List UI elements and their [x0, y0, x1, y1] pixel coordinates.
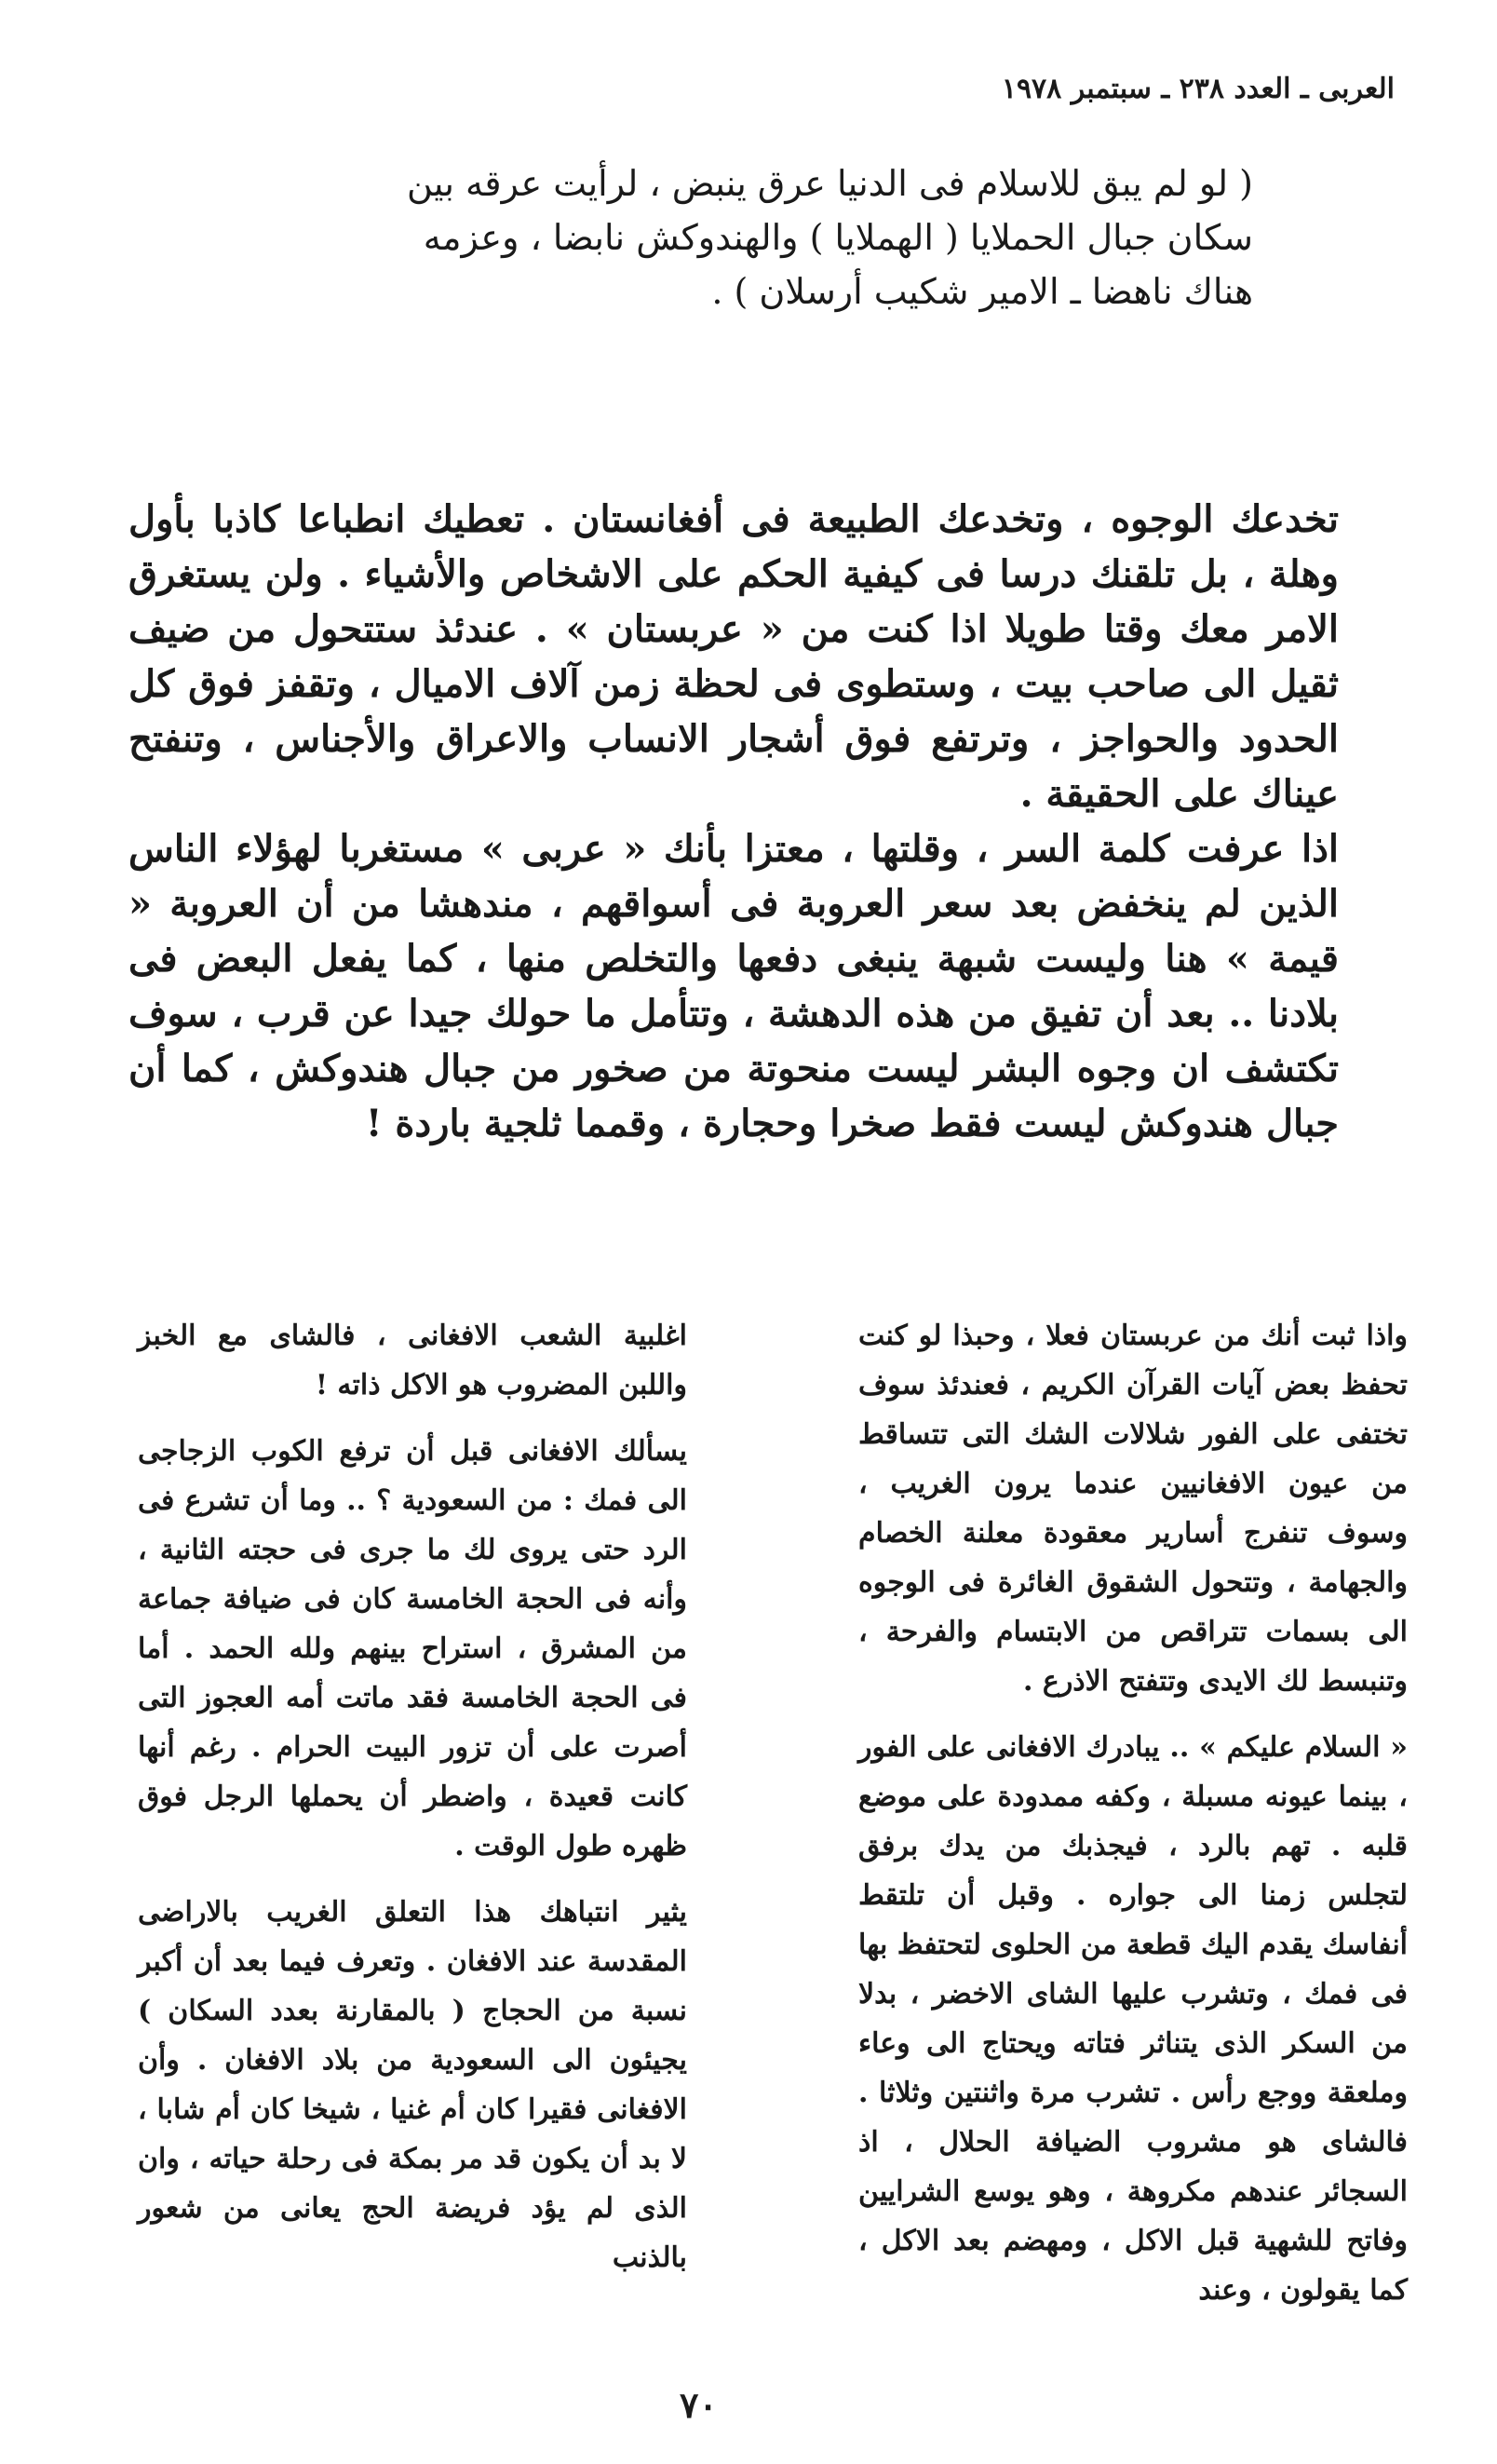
intro-paragraph: تخدعك الوجوه ، وتخدعك الطبيعة فى أفغانستان . تعطيك انطباعا كاذبا بأول وهلة ، بل تلقنك درسا فى كيفية الحكم على الاشخاص والأشياء . ولن يستغرق الامر معك وقتا طويلا اذا كنت من « عربستان » . عندئذ ستتحول من ضيف ثقيل الى صاحب بيت ، وستطوى فى لحظة زمن آلاف الاميال ، وتقفز فوق كل الحدود والحواجز ، وترتفع فوق أشجار الانساب والاعراق والأجناس ، وتنفتح عيناك على الحقيقة . [128, 497, 1339, 816]
quote-line: هناك ناهضا ـ الامير شكيب أرسلان ) . [711, 271, 1253, 312]
body-paragraph: يسألك الافغانى قبل أن ترفع الكوب الزجاجى الى فمك : من السعودية ؟ .. وما أن تشرع فى الرد حتى يروى لك ما جرى فى حجته الثانية ، وأنه فى الحجة الخامسة كان فى ضيافة جماعة من المشرق ، استراح بينهم ولله الحمد . أما فى الحجة الخامسة فقد ماتت أمه العجوز التى أصرت على أن تزور البيت الحرام . رغم أنها كانت قعيدة ، واضطر أن يحملها الرجل فوق ظهره طول الوقت . [138, 1435, 687, 1862]
running-header: العربى ـ العدد ٢٣٨ ـ سبتمبر ١٩٧٨ [1001, 73, 1395, 105]
quote-line: سكان جبال الحملايا ( الهملايا ) والهندوكش نابضا ، وعزمه [423, 217, 1253, 258]
quote-line: ( لو لم يبق للاسلام فى الدنيا عرق ينبض ، لرأيت عرقه بين [406, 163, 1253, 204]
body-paragraph: « السلام عليكم » .. يبادرك الافغانى على الفور ، بينما عيونه مسبلة ، وكفه ممدودة على موضع قلبه . تهم بالرد ، فيجذبك من يدك برفق لتجلس زمنا الى جواره . وقبل أن تلتقط أنفاسك يقدم اليك قطعة من الحلوى لتحتفظ بها فى فمك ، وتشرب عليها الشاى الاخضر ، بدلا من السكر الذى يتناثر فتاته ويحتاج الى وعاء وملعقة ووجع رأس . تشرب مرة واثنتين وثلاثا . فالشاى هو مشروب الضيافة الحلال ، اذ السجائر عندهم مكروهة ، وهو يوسع الشرايين وفاتح للشهية قبل الاكل ، ومهضم بعد الاكل ، كما يقولون ، وعند [858, 1731, 1408, 2307]
body-paragraph: اغلبية الشعب الافغانى ، فالشاى مع الخبز واللبن المضروب هو الاكل ذاته ! [138, 1320, 687, 1401]
intro-paragraph: اذا عرفت كلمة السر ، وقلتها ، معتزا بأنك « عربى » مستغربا لهؤلاء الناس الذين لم ينخفض بعد سعر العروبة فى أسواقهم ، مندهشا من أن العروبة « قيمة » هنا وليست شبهة ينبغى دفعها والتخلص منها ، كما يفعل البعض فى بلادنا .. بعد أن تفيق من هذه الدهشة ، وتتأمل ما حولك جيدا عن قرب ، سوف تكتشف ان وجوه البشر ليست منحوتة من صخور من جبال هندوكش ، كما أن جبال هندوكش ليست فقط صخرا وحجارة ، وقمما ثلجية باردة ! [128, 827, 1340, 1145]
page-number: ٧٠ [680, 2384, 718, 2426]
column-left [138, 1311, 687, 2299]
intro-section [128, 492, 1339, 1151]
body-paragraph: يثير انتباهك هذا التعلق الغريب بالاراضى المقدسة عند الافغان . وتعرف فيما بعد أن أكبر نسبة من الحجاج ( بالمقارنة بعدد السكان ) يجيئون الى السعودية من بلاد الافغان . وأن الافغانى فقيرا كان أم غنيا ، شيخا كان أم شابا ، لا بد أن يكون قد مر بمكة فى رحلة حياته ، وان الذى لم يؤد فريضة الحج يعانى من شعور بالذنب [138, 1896, 688, 2274]
body-paragraph: واذا ثبت أنك من عربستان فعلا ، وحبذا لو كنت تحفظ بعض آيات القرآن الكريم ، فعندئذ سوف تختفى على الفور شلالات الشك التى تتساقط من عيون الافغانيين عندما يرون الغريب ، وسوف تنفرج أسارير معقودة معلنة الخصام والجهامة ، وتتحول الشقوق الغائرة فى الوجوه الى بسمات تتراقص من الابتسام والفرحة ، وتنبسط لك الايدى وتتفتح الاذرع . [858, 1320, 1408, 1698]
epigraph-quote [229, 156, 1253, 318]
column-right [858, 1311, 1408, 2332]
